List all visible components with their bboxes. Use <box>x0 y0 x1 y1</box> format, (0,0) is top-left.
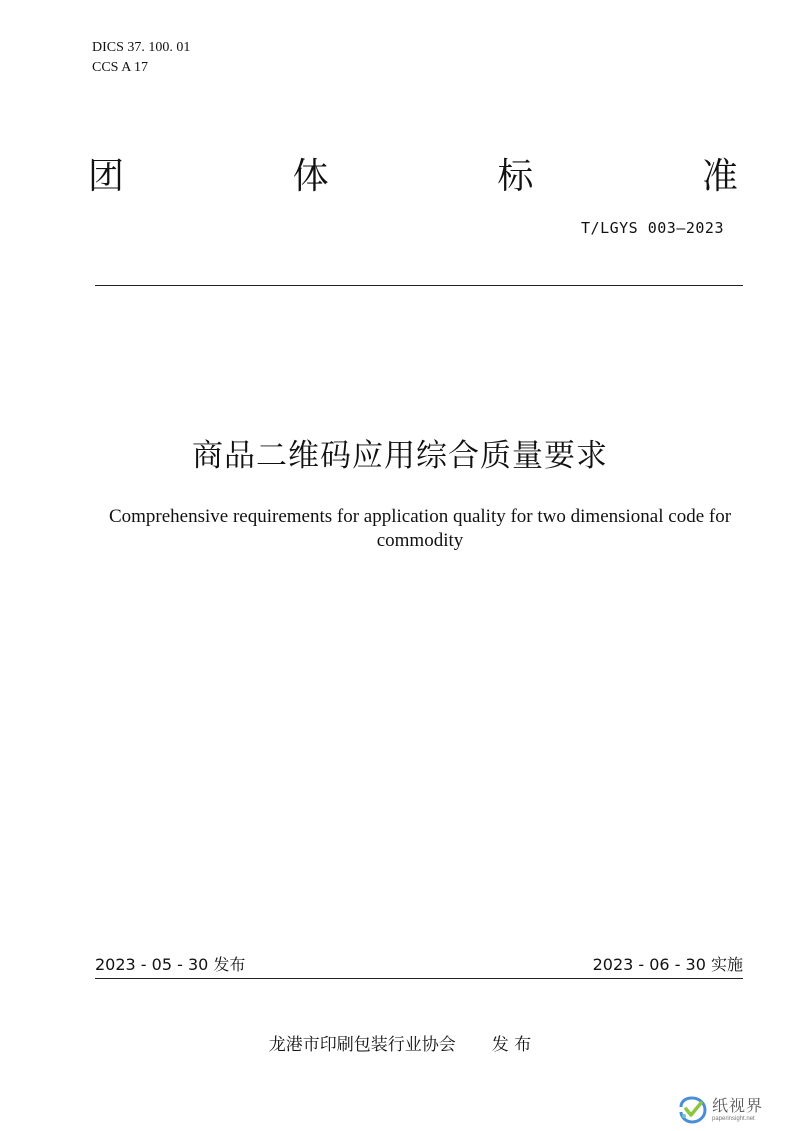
title-english: Comprehensive requirements for application quality for two dimensional code for commodity <box>108 506 732 551</box>
title-chinese: 商品二维码应用综合质量要求 <box>192 438 608 474</box>
doc-type-char: 体 <box>292 156 329 197</box>
doc-type-char: 准 <box>701 156 738 197</box>
ccs-code: CCS A 17 <box>92 60 149 75</box>
paperinsight-logo-icon <box>678 1095 708 1125</box>
bottom-divider <box>95 978 743 979</box>
standard-number: T/LGYS 003—2023 <box>581 219 724 237</box>
doc-type-char: 标 <box>497 156 534 197</box>
watermark-text: 纸视界 <box>712 1096 764 1115</box>
watermark-logo <box>678 1090 788 1130</box>
top-divider <box>95 285 743 286</box>
issuer-action: 发 布 <box>491 1035 532 1055</box>
doc-type-char: 团 <box>88 156 125 197</box>
document-type <box>88 152 738 202</box>
issuer-name: 龙港市印刷包装行业协会 <box>268 1035 456 1055</box>
implement-date: 2023 - 06 - 30 实施 <box>592 955 743 974</box>
watermark-url: paperinsight.net <box>712 1116 755 1122</box>
ics-code: DICS 37. 100. 01 <box>92 40 191 55</box>
publish-date: 2023 - 05 - 30 发布 <box>95 955 246 974</box>
issuer <box>0 1033 800 1057</box>
